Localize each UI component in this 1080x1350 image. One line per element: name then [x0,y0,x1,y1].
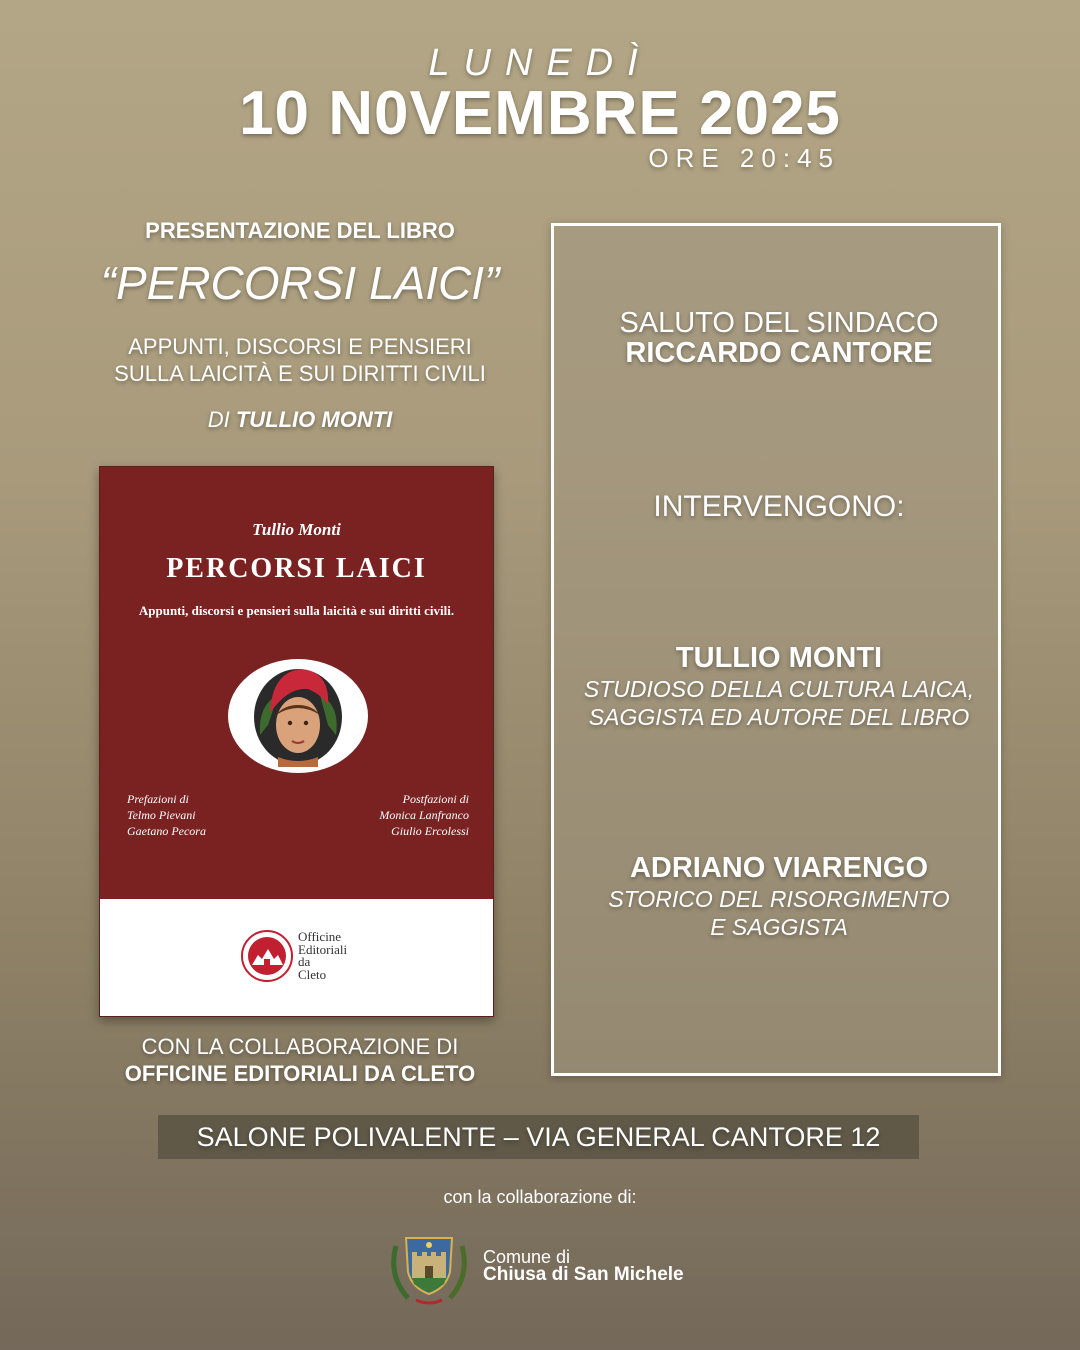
program-box [551,223,1001,1076]
speaker-role-line1: STUDIOSO DELLA CULTURA LAICA, [583,676,975,702]
cover-author: Tullio Monti [252,520,341,539]
speaker [554,852,1004,941]
book-subtitle-line1: APPUNTI, DISCORSI E PENSIERI [128,334,472,359]
cover-postfaces [379,791,469,839]
marianne-portrait-illustration [248,665,348,767]
event-day: LUNEDÌ [428,42,652,84]
event-time: ORE 20:45 [648,143,840,173]
book-title: “PERCORSI LAICI” [100,257,500,309]
prefaces-name-2: Gaetano Pecora [127,824,206,838]
book-subtitle-line2: SULLA LAICITÀ E SUI DIRITTI CIVILI [114,361,486,386]
cover-subtitle: Appunti, discorsi e pensieri sulla laicità e sui diritti civili. [138,603,455,618]
postfaces-name-1: Monica Lanfranco [379,808,469,822]
mayor-name: RICCARDO CANTORE [625,337,933,369]
municipality-name [483,1248,684,1284]
presentation-label: PRESENTAZIONE DEL LIBRO [145,218,455,243]
collaboration-label: CON LA COLLABORAZIONE DI [141,1034,459,1059]
book-author [80,407,520,433]
publisher-name [298,931,347,981]
speaker-name: ADRIANO VIARENGO [629,852,929,884]
book-subtitle [80,333,520,387]
collaboration-credit [80,1033,520,1087]
speaker-name: TULLIO MONTI [675,642,883,674]
postfaces-label: Postfazioni di [402,792,469,806]
municipality-prefix: Comune di [483,1247,571,1267]
speaker-role-line2: SAGGISTA ED AUTORE DEL LIBRO [588,704,970,730]
greeting-label: SALUTO DEL SINDACO [619,307,939,339]
speaker-role-line2: E SAGGISTA [710,914,848,940]
postfaces-name-2: Giulio Ercolessi [391,824,469,838]
speaker [554,642,1004,731]
publisher-line-1: Officine [298,929,342,944]
prefaces-name-1: Telmo Pievani [127,808,196,822]
speakers-label: INTERVENGONO: [653,490,905,523]
event-date: 10 N0VEMBRE 2025 [239,79,841,148]
cover-title: PERCORSI LAICI [166,553,427,584]
author-name: TULLIO MONTI [235,407,393,432]
collaboration-name: OFFICINE EDITORIALI DA CLETO [124,1061,476,1086]
publisher-logo-icon [240,929,294,983]
book-cover-red-area [100,467,493,899]
author-prefix: DI [207,407,230,432]
speaker-role-line1: STORICO DEL RISORGIMENTO [608,886,950,912]
publisher-line-2: Editoriali [298,941,348,957]
publisher-line-4: Cleto [298,966,327,982]
municipality-crest-icon [386,1226,472,1306]
publisher-line-3: da [298,954,311,969]
municipality-town: Chiusa di San Michele [483,1264,684,1285]
footer-collaboration-label: con la collaborazione di: [443,1187,637,1207]
book-cover [99,466,494,1017]
prefaces-label: Prefazioni di [127,792,189,806]
mayor-greeting [554,308,1004,368]
venue-banner: SALONE POLIVALENTE – VIA GENERAL CANTORE 12 [158,1115,919,1159]
cover-prefaces [127,791,206,839]
